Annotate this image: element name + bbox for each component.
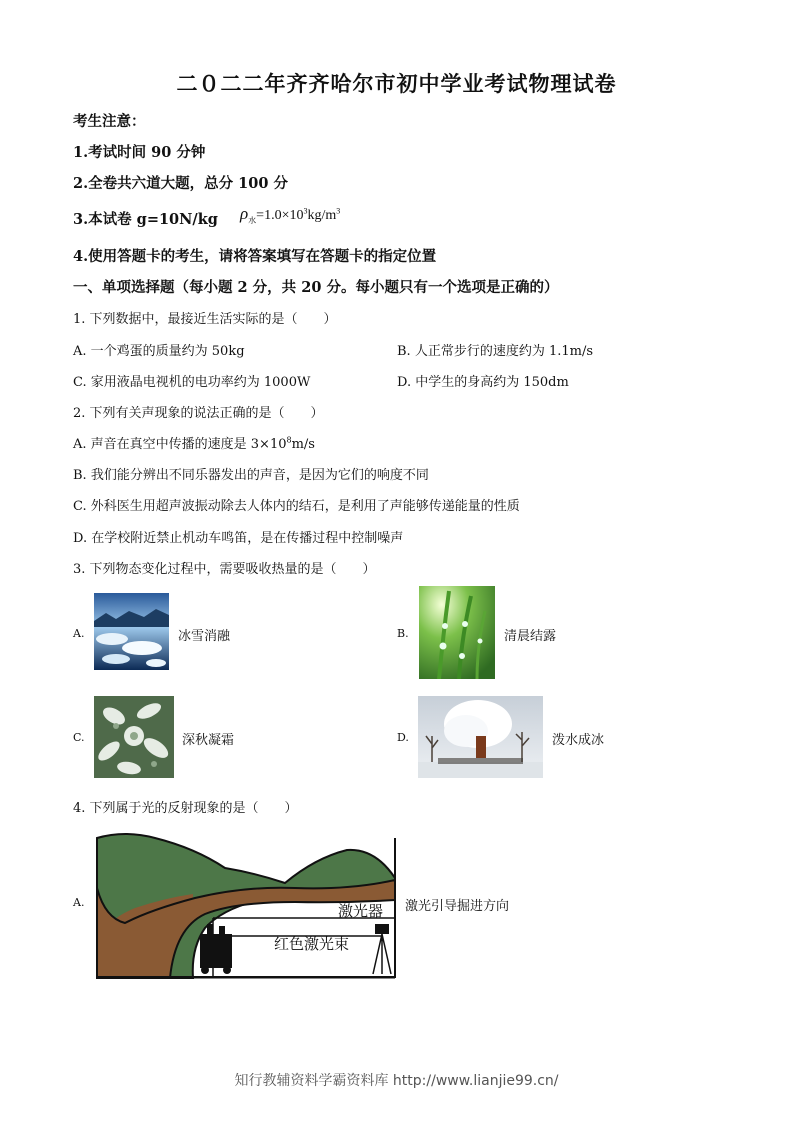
autumn-frost-photo	[94, 696, 174, 778]
splashing-water-ice-photo	[418, 696, 543, 778]
notice-item-1: 1.考试时间 90 分钟	[73, 144, 206, 161]
laser-device-label: 激光器	[338, 902, 384, 920]
question-1-option-b: B. 人正常步行的速度约为 1.1m/s	[397, 344, 594, 359]
question-3-option-b-letter: B.	[397, 627, 409, 640]
question-3-option-c-letter: C.	[73, 731, 85, 744]
question-3-option-b-text: 清晨结露	[504, 629, 557, 644]
question-4-option-a-letter: A.	[73, 896, 85, 909]
question-1-option-a: A. 一个鸡蛋的质量约为 50kg	[73, 344, 245, 359]
notice-header: 考生注意：	[73, 113, 146, 130]
notice-item-4: 4.使用答题卡的考生，请将答案填写在答题卡的指定位置	[73, 248, 437, 265]
question-3-stem: 3. 下列物态变化过程中，需要吸收热量的是（ ）	[73, 562, 376, 577]
question-2-option-b: B. 我们能分辨出不同乐器发出的声音，是因为它们的响度不同	[73, 468, 429, 483]
question-1-stem: 1. 下列数据中，最接近生活实际的是（ ）	[73, 312, 337, 327]
water-density-formula: $\rho_水=1.0\times 10^3kg/m^3$	[240, 204, 341, 225]
section-heading: 一、单项选择题（每小题 2 分，共 20 分。每小题只有一个选项是正确的）	[73, 279, 559, 296]
red-laser-beam-label: 红色激光束	[274, 935, 350, 953]
question-3-option-c-text: 深秋凝霜	[182, 733, 235, 748]
question-2-option-d: D. 在学校附近禁止机动车鸣笛，是在传播过程中控制噪声	[73, 531, 404, 546]
question-3-option-d-text: 泼水成冰	[552, 733, 605, 748]
question-2-option-c: C. 外科医生用超声波振动除去人体内的结石，是利用了声能够传递能量的性质	[73, 499, 520, 514]
ice-melting-photo	[94, 593, 169, 670]
question-4-stem: 4. 下列属于光的反射现象的是（ ）	[73, 801, 298, 816]
footer-watermark: 知行教辅资料学霸资料库 http://www.lianjie99.cn/	[234, 1073, 559, 1089]
question-3-option-d-letter: D.	[397, 731, 409, 744]
notice-item-2: 2.全卷共六道大题，总分 100 分	[73, 175, 288, 192]
question-4-option-a-text: 激光引导掘进方向	[405, 899, 510, 914]
notice-item-3: 3.本试卷 g=10N/kg	[73, 211, 218, 228]
question-3-option-a-letter: A.	[73, 627, 85, 640]
question-2-stem: 2. 下列有关声现象的说法正确的是（ ）	[73, 406, 324, 421]
page-title: 二０二二年齐齐哈尔市初中学业考试物理试卷	[176, 71, 617, 96]
question-1-option-c: C. 家用液晶电视机的电功率约为 1000W	[73, 375, 311, 390]
question-1-option-d: D. 中学生的身高约为 150dm	[397, 375, 569, 390]
question-3-option-a-text: 冰雪消融	[178, 629, 231, 644]
question-2-option-a: A. 声音在真空中传播的速度是 $3\times 10^8m/s$	[73, 435, 315, 452]
morning-dew-photo	[419, 586, 495, 679]
